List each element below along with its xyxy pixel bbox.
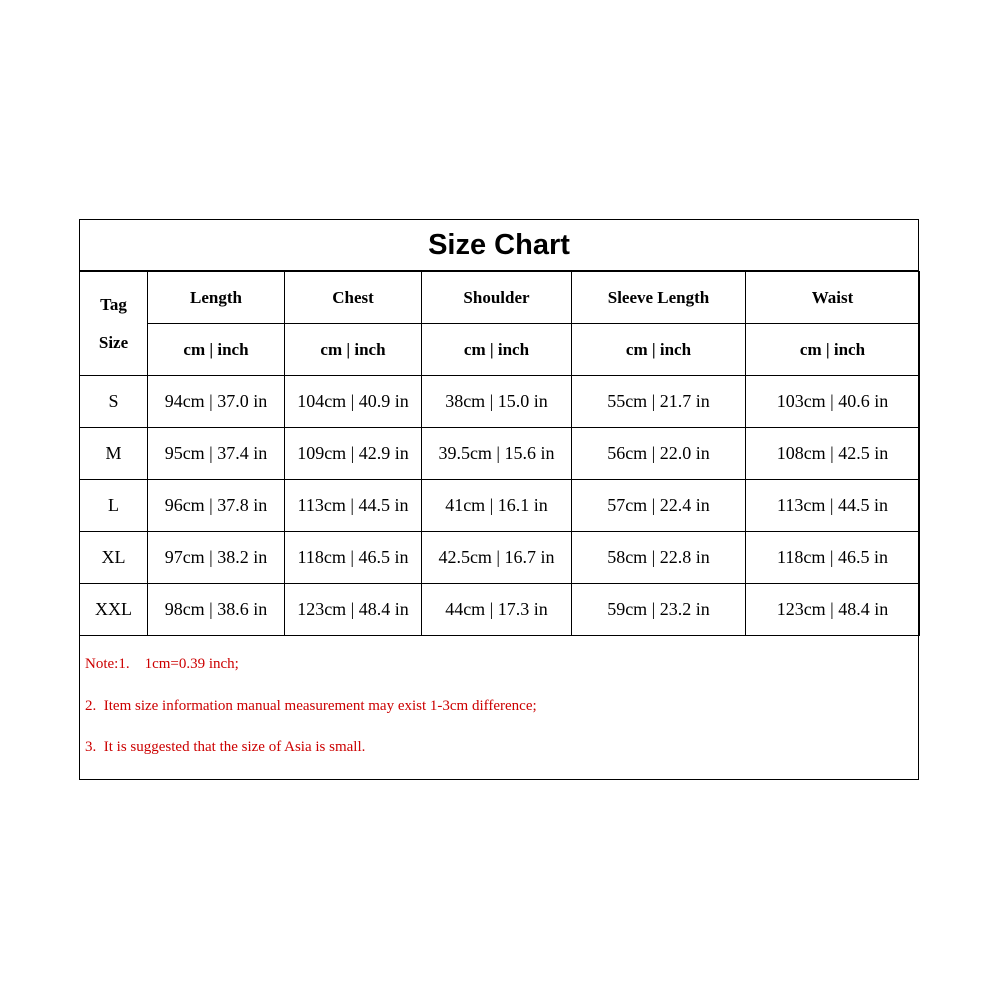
note-1: Note:1. 1cm=0.39 inch; (85, 656, 239, 672)
table-cell: 123cm | 48.4 in (746, 584, 920, 636)
size-cell: M (80, 428, 148, 480)
table-row (80, 584, 920, 636)
size-table (79, 271, 920, 636)
table-cell: 94cm | 37.0 in (148, 376, 285, 428)
table-cell: 103cm | 40.6 in (746, 376, 920, 428)
column-header-sleeve-length: Sleeve Length (572, 272, 746, 324)
table-cell: 58cm | 22.8 in (572, 532, 746, 584)
note-3: 3. It is suggested that the size of Asia is small. (85, 739, 366, 755)
table-cell: 108cm | 42.5 in (746, 428, 920, 480)
table-row (80, 376, 920, 428)
table-cell: 97cm | 38.2 in (148, 532, 285, 584)
tag-header-line1: Tag (100, 294, 127, 314)
table-cell: 104cm | 40.9 in (285, 376, 422, 428)
table-cell: 38cm | 15.0 in (422, 376, 572, 428)
size-cell: XXL (80, 584, 148, 636)
size-cell: L (80, 480, 148, 532)
table-cell: 44cm | 17.3 in (422, 584, 572, 636)
title-bar (80, 220, 918, 271)
tag-size-header (80, 272, 148, 376)
table-cell: 59cm | 23.2 in (572, 584, 746, 636)
table-cell: 55cm | 21.7 in (572, 376, 746, 428)
table-cell: 95cm | 37.4 in (148, 428, 285, 480)
table-row (80, 480, 920, 532)
column-header-shoulder: Shoulder (422, 272, 572, 324)
size-chart (79, 219, 919, 780)
unit-label: cm | inch (285, 324, 422, 376)
column-header-chest: Chest (285, 272, 422, 324)
table-cell: 109cm | 42.9 in (285, 428, 422, 480)
header-row (80, 272, 920, 324)
note-2: 2. Item size information manual measurement may exist 1-3cm difference; (85, 698, 537, 714)
column-header-length: Length (148, 272, 285, 324)
column-header-waist: Waist (746, 272, 920, 324)
table-cell: 113cm | 44.5 in (746, 480, 920, 532)
size-cell: XL (80, 532, 148, 584)
table-cell: 56cm | 22.0 in (572, 428, 746, 480)
table-row (80, 532, 920, 584)
unit-row (80, 324, 920, 376)
tag-header-line2: Size (98, 332, 129, 352)
table-cell: 39.5cm | 15.6 in (422, 428, 572, 480)
unit-label: cm | inch (148, 324, 285, 376)
table-cell: 113cm | 44.5 in (285, 480, 422, 532)
table-row (80, 428, 920, 480)
table-cell: 98cm | 38.6 in (148, 584, 285, 636)
table-cell: 41cm | 16.1 in (422, 480, 572, 532)
chart-title: Size Chart (428, 228, 570, 261)
unit-label: cm | inch (422, 324, 572, 376)
table-cell: 118cm | 46.5 in (285, 532, 422, 584)
table-cell: 96cm | 37.8 in (148, 480, 285, 532)
table-cell: 57cm | 22.4 in (572, 480, 746, 532)
table-cell: 42.5cm | 16.7 in (422, 532, 572, 584)
table-cell: 118cm | 46.5 in (746, 532, 920, 584)
size-cell: S (80, 376, 148, 428)
unit-label: cm | inch (572, 324, 746, 376)
unit-label: cm | inch (746, 324, 920, 376)
table-cell: 123cm | 48.4 in (285, 584, 422, 636)
